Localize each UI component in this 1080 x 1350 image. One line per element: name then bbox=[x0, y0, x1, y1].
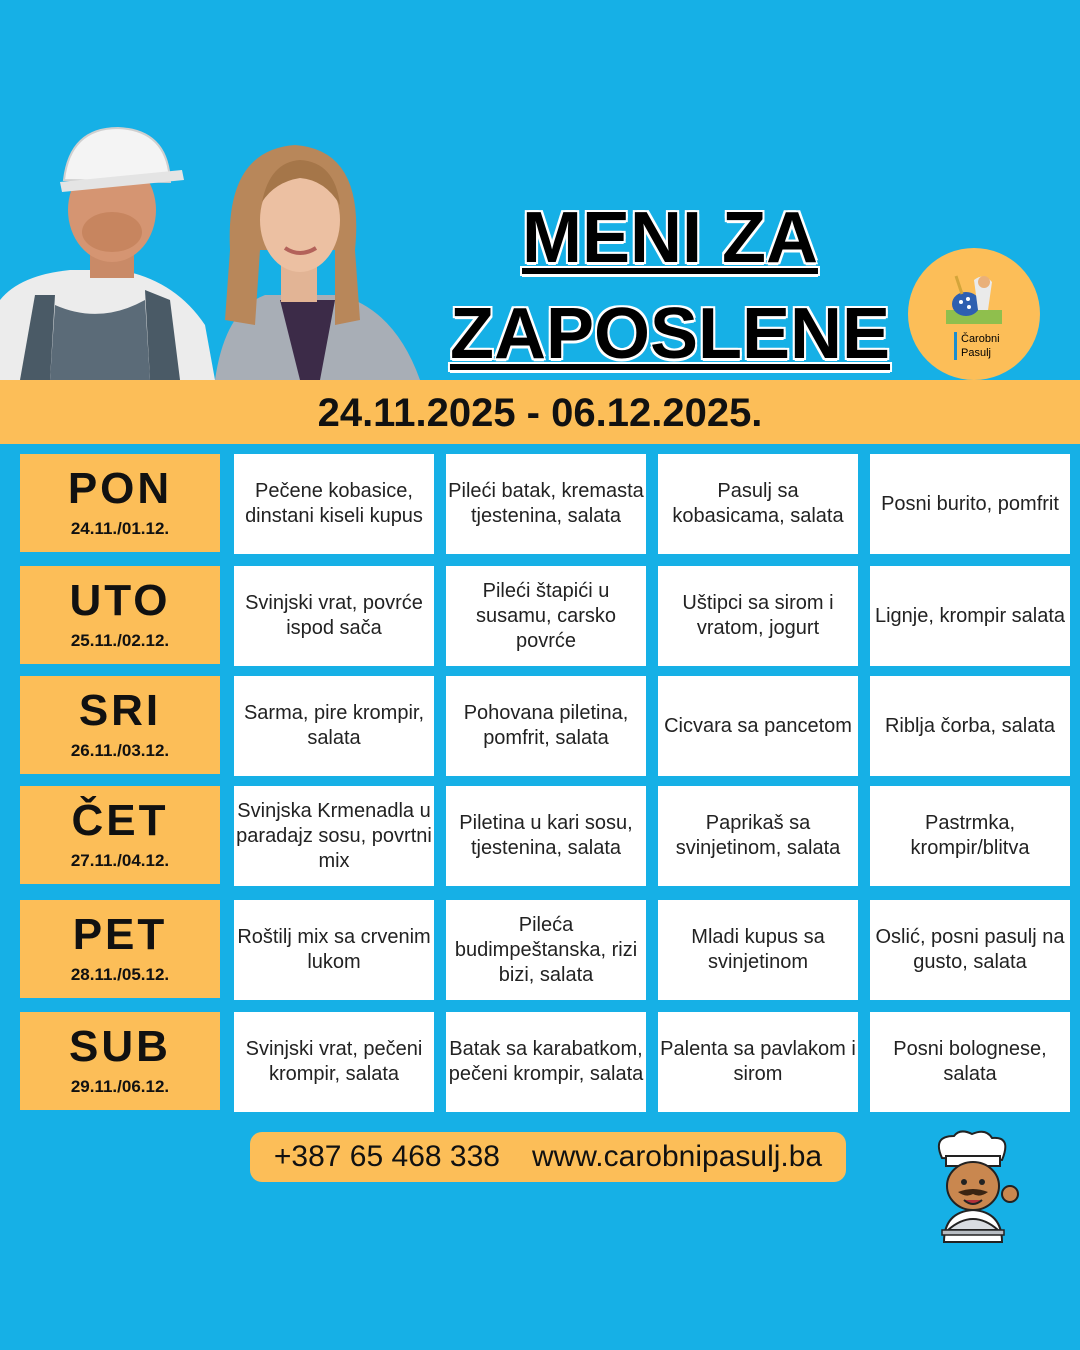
day-dates: 27.11./04.12. bbox=[70, 851, 170, 870]
day-name: PON bbox=[67, 464, 173, 513]
meal-cell: Oslić, posni pasulj na gusto, salata bbox=[870, 900, 1070, 1000]
meal-cell: Pastrmka, krompir/blitva bbox=[870, 786, 1070, 886]
workers-illustration bbox=[0, 110, 430, 380]
chef-mascot-icon bbox=[922, 1128, 1024, 1244]
meal-cell: Pasulj sa kobasicama, salata bbox=[658, 454, 858, 554]
meal-cell: Mladi kupus sa svinjetinom bbox=[658, 900, 858, 1000]
website-link[interactable]: www.carobnipasulj.ba bbox=[531, 1140, 823, 1173]
meal-cell: Pileća budimpeštanska, rizi bizi, salata bbox=[446, 900, 646, 1000]
logo-text bbox=[954, 332, 1000, 360]
meal-cell: Pečene kobasice, dinstani kiseli kupus bbox=[234, 454, 434, 554]
contact-bar bbox=[250, 1132, 846, 1182]
meal-cell: Pileći batak, kremasta tjestenina, salata bbox=[446, 454, 646, 554]
logo-line-1: Čarobni bbox=[961, 333, 1000, 345]
meal-cell: Palenta sa pavlakom i sirom bbox=[658, 1012, 858, 1112]
meal-cell: Riblja čorba, salata bbox=[870, 676, 1070, 776]
day-dates: 28.11./05.12. bbox=[70, 965, 170, 984]
meal-cell: Pileći štapići u susamu, carsko povrće bbox=[446, 566, 646, 666]
meal-cell: Paprikaš sa svinjetinom, salata bbox=[658, 786, 858, 886]
meal-cell: Roštilj mix sa crvenim lukom bbox=[234, 900, 434, 1000]
day-name: SUB bbox=[69, 1022, 171, 1071]
meal-cell: Svinjska Krmenadla u paradajz sosu, povrtni mix bbox=[234, 786, 434, 886]
day-dates: 26.11./03.12. bbox=[70, 741, 170, 760]
day-name: UTO bbox=[69, 576, 171, 625]
day-dates: 25.11./02.12. bbox=[70, 631, 170, 650]
day-label-sub bbox=[20, 1012, 220, 1110]
meal-cell: Batak sa karabatkom, pečeni krompir, salata bbox=[446, 1012, 646, 1112]
meal-cell: Piletina u kari sosu, tjestenina, salata bbox=[446, 786, 646, 886]
date-range: 24.11.2025 - 06.12.2025. bbox=[0, 380, 1080, 444]
day-label-uto bbox=[20, 566, 220, 664]
meal-cell: Sarma, pire krompir, salata bbox=[234, 676, 434, 776]
day-name: SRI bbox=[78, 686, 162, 735]
day-dates: 24.11./01.12. bbox=[70, 519, 170, 538]
day-label-pet bbox=[20, 900, 220, 998]
meal-cell: Posni bolognese, salata bbox=[870, 1012, 1070, 1112]
day-name: PET bbox=[72, 910, 168, 959]
page-title bbox=[430, 190, 910, 382]
hero bbox=[0, 0, 1080, 380]
phone-number[interactable]: +387 65 468 338 bbox=[273, 1140, 500, 1173]
meal-cell: Pohovana piletina, pomfrit, salata bbox=[446, 676, 646, 776]
day-label-cet bbox=[20, 786, 220, 884]
day-label-pon bbox=[20, 454, 220, 552]
day-dates: 29.11./06.12. bbox=[70, 1077, 170, 1096]
meal-cell: Posni burito, pomfrit bbox=[870, 454, 1070, 554]
day-label-sri bbox=[20, 676, 220, 774]
meal-cell: Lignje, krompir salata bbox=[870, 566, 1070, 666]
meal-cell: Svinjski vrat, pečeni krompir, salata bbox=[234, 1012, 434, 1112]
brand-logo bbox=[908, 248, 1040, 380]
logo-line-2: Pasulj bbox=[961, 347, 991, 359]
meal-cell: Uštipci sa sirom i vratom, jogurt bbox=[658, 566, 858, 666]
meal-cell: Svinjski vrat, povrće ispod sača bbox=[234, 566, 434, 666]
title-line-1: MENI ZA bbox=[522, 198, 818, 278]
day-name: ČET bbox=[71, 796, 169, 845]
meal-cell: Cicvara sa pancetom bbox=[658, 676, 858, 776]
title-line-2: ZAPOSLENE bbox=[449, 294, 891, 374]
bean-logo-icon bbox=[944, 270, 1004, 328]
